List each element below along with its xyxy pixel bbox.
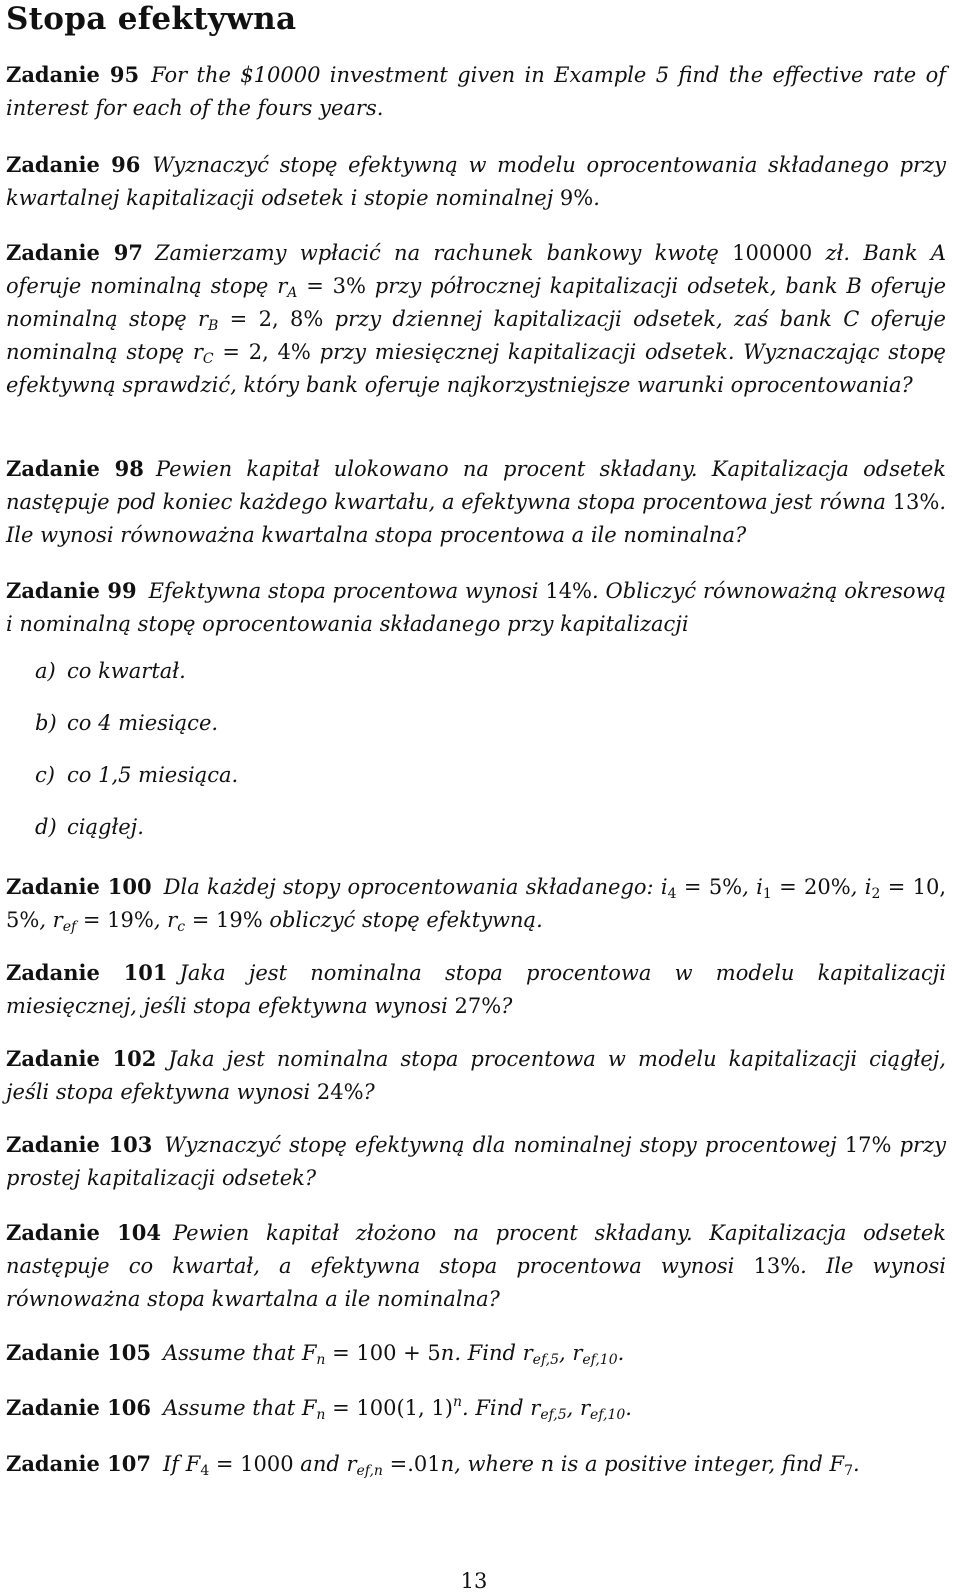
task-96 (6, 148, 946, 215)
task-label: Zadanie 95 (6, 62, 140, 87)
list-item: c) co 1,5 miesiąca. (35, 763, 239, 787)
list-item: a) co kwartał. (35, 659, 186, 683)
list-item: b) co 4 miesiące. (35, 711, 219, 735)
task-text: Zamierzamy wpłacić na rachunek bankowy kwotę 100000 zł. Bank A oferuje nominalną stopę $r_A = 3\%$ przy półrocznej kapitalizacji odsetek, bank B oferuje nominalną stopę $r_B = 2$, 8% przy dziennej kapitalizacji odsetek, zaś bank C oferuje nominalną stopę $r_C = 2$, 4% przy miesięcznej kapitalizacji odsetek. Wyznaczając stopę efektywną sprawdzić, który bank oferuje najkorzystniejsze warunki oprocentowania? (6, 241, 947, 397)
task-label: Zadanie 105 (6, 1340, 151, 1365)
task-label: Zadanie 96 (6, 152, 141, 177)
task-106 (6, 1391, 946, 1425)
task-label: Zadanie 100 (6, 874, 152, 899)
task-label: Zadanie 107 (6, 1451, 151, 1476)
page-title: Stopa efektywna (6, 1, 297, 37)
task-97 (6, 236, 946, 402)
task-label: Zadanie 106 (6, 1395, 151, 1420)
task-98 (6, 452, 946, 552)
task-95 (6, 58, 946, 125)
task-text: Wyznaczyć stopę efektywną dla nominalnej stopy procentowej 17% przy prostej kapitalizacji odsetek? (6, 1133, 946, 1190)
task-107 (6, 1447, 946, 1481)
task-label: Zadanie 97 (6, 240, 143, 265)
task-label: Zadanie 103 (6, 1132, 153, 1157)
list-item: d) ciągłej. (35, 815, 144, 839)
page-number: 13 (460, 1569, 488, 1593)
task-100 (6, 870, 946, 937)
task-103 (6, 1128, 946, 1195)
task-label: Zadanie 98 (6, 456, 144, 481)
task-text: If $F_4 = 1000$ and $r_{ef,n} =.01n$, where n is a positive integer, find $F_7$. (162, 1452, 860, 1479)
task-102 (6, 1042, 946, 1109)
task-text: For the $10000 investment given in Example 5 find the effective rate of interest for each of the fours years. (6, 63, 946, 120)
task-text: Efektywna stopa procentowa wynosi 14%. Obliczyć równoważną okresową i nominalną stopę oprocentowania składanego przy kapitalizacji (6, 579, 946, 636)
task-text: Dla każdej stopy oprocentowania składanego: $i_4 = 5\%$, $i_1 = 20\%$, $i_2 = 10$, 5%, $r_{ef} = 19\%$, $r_c = 19\%$ obliczyć stopę efektywną. (6, 875, 947, 935)
task-101 (6, 956, 946, 1023)
task-text: Assume that $F_n = 100 + 5n$. Find $r_{ef,5}$, $r_{ef,10}$. (162, 1341, 625, 1368)
task-text: Assume that $F_n = 100(1$, 1)$^n$. Find $r_{ef,5}$, $r_{ef,10}$. (162, 1394, 632, 1423)
task-text: Jaka jest nominalna stopa procentowa w modelu kapitalizacji miesięcznej, jeśli stopa efektywna wynosi 27%? (6, 961, 946, 1018)
task-label: Zadanie 99 (6, 578, 137, 603)
task-text: Wyznaczyć stopę efektywną w modelu oprocentowania składanego przy kwartalnej kapitalizacji odsetek i stopie nominalnej 9%. (6, 153, 946, 210)
task-text: Jaka jest nominalna stopa procentowa w modelu kapitalizacji ciągłej, jeśli stopa efektywna wynosi 24%? (6, 1047, 946, 1104)
task-99 (6, 574, 946, 641)
task-label: Zadanie 101 (6, 960, 168, 985)
task-text: Pewien kapitał ulokowano na procent składany. Kapitalizacja odsetek następuje pod koniec każdego kwartału, a efektywna stopa procentowa jest równa 13%. Ile wynosi równoważna kwartalna stopa procentowa a ile nominalna? (6, 457, 946, 547)
task-text: Pewien kapitał złożono na procent składany. Kapitalizacja odsetek następuje co kwartał, a efektywna stopa procentowa wynosi 13%. Ile wynosi równoważna stopa kwartalna a ile nominalna? (6, 1221, 946, 1311)
task-label: Zadanie 102 (6, 1046, 157, 1071)
task-105 (6, 1336, 946, 1370)
task-104 (6, 1216, 946, 1316)
task-label: Zadanie 104 (6, 1220, 161, 1245)
